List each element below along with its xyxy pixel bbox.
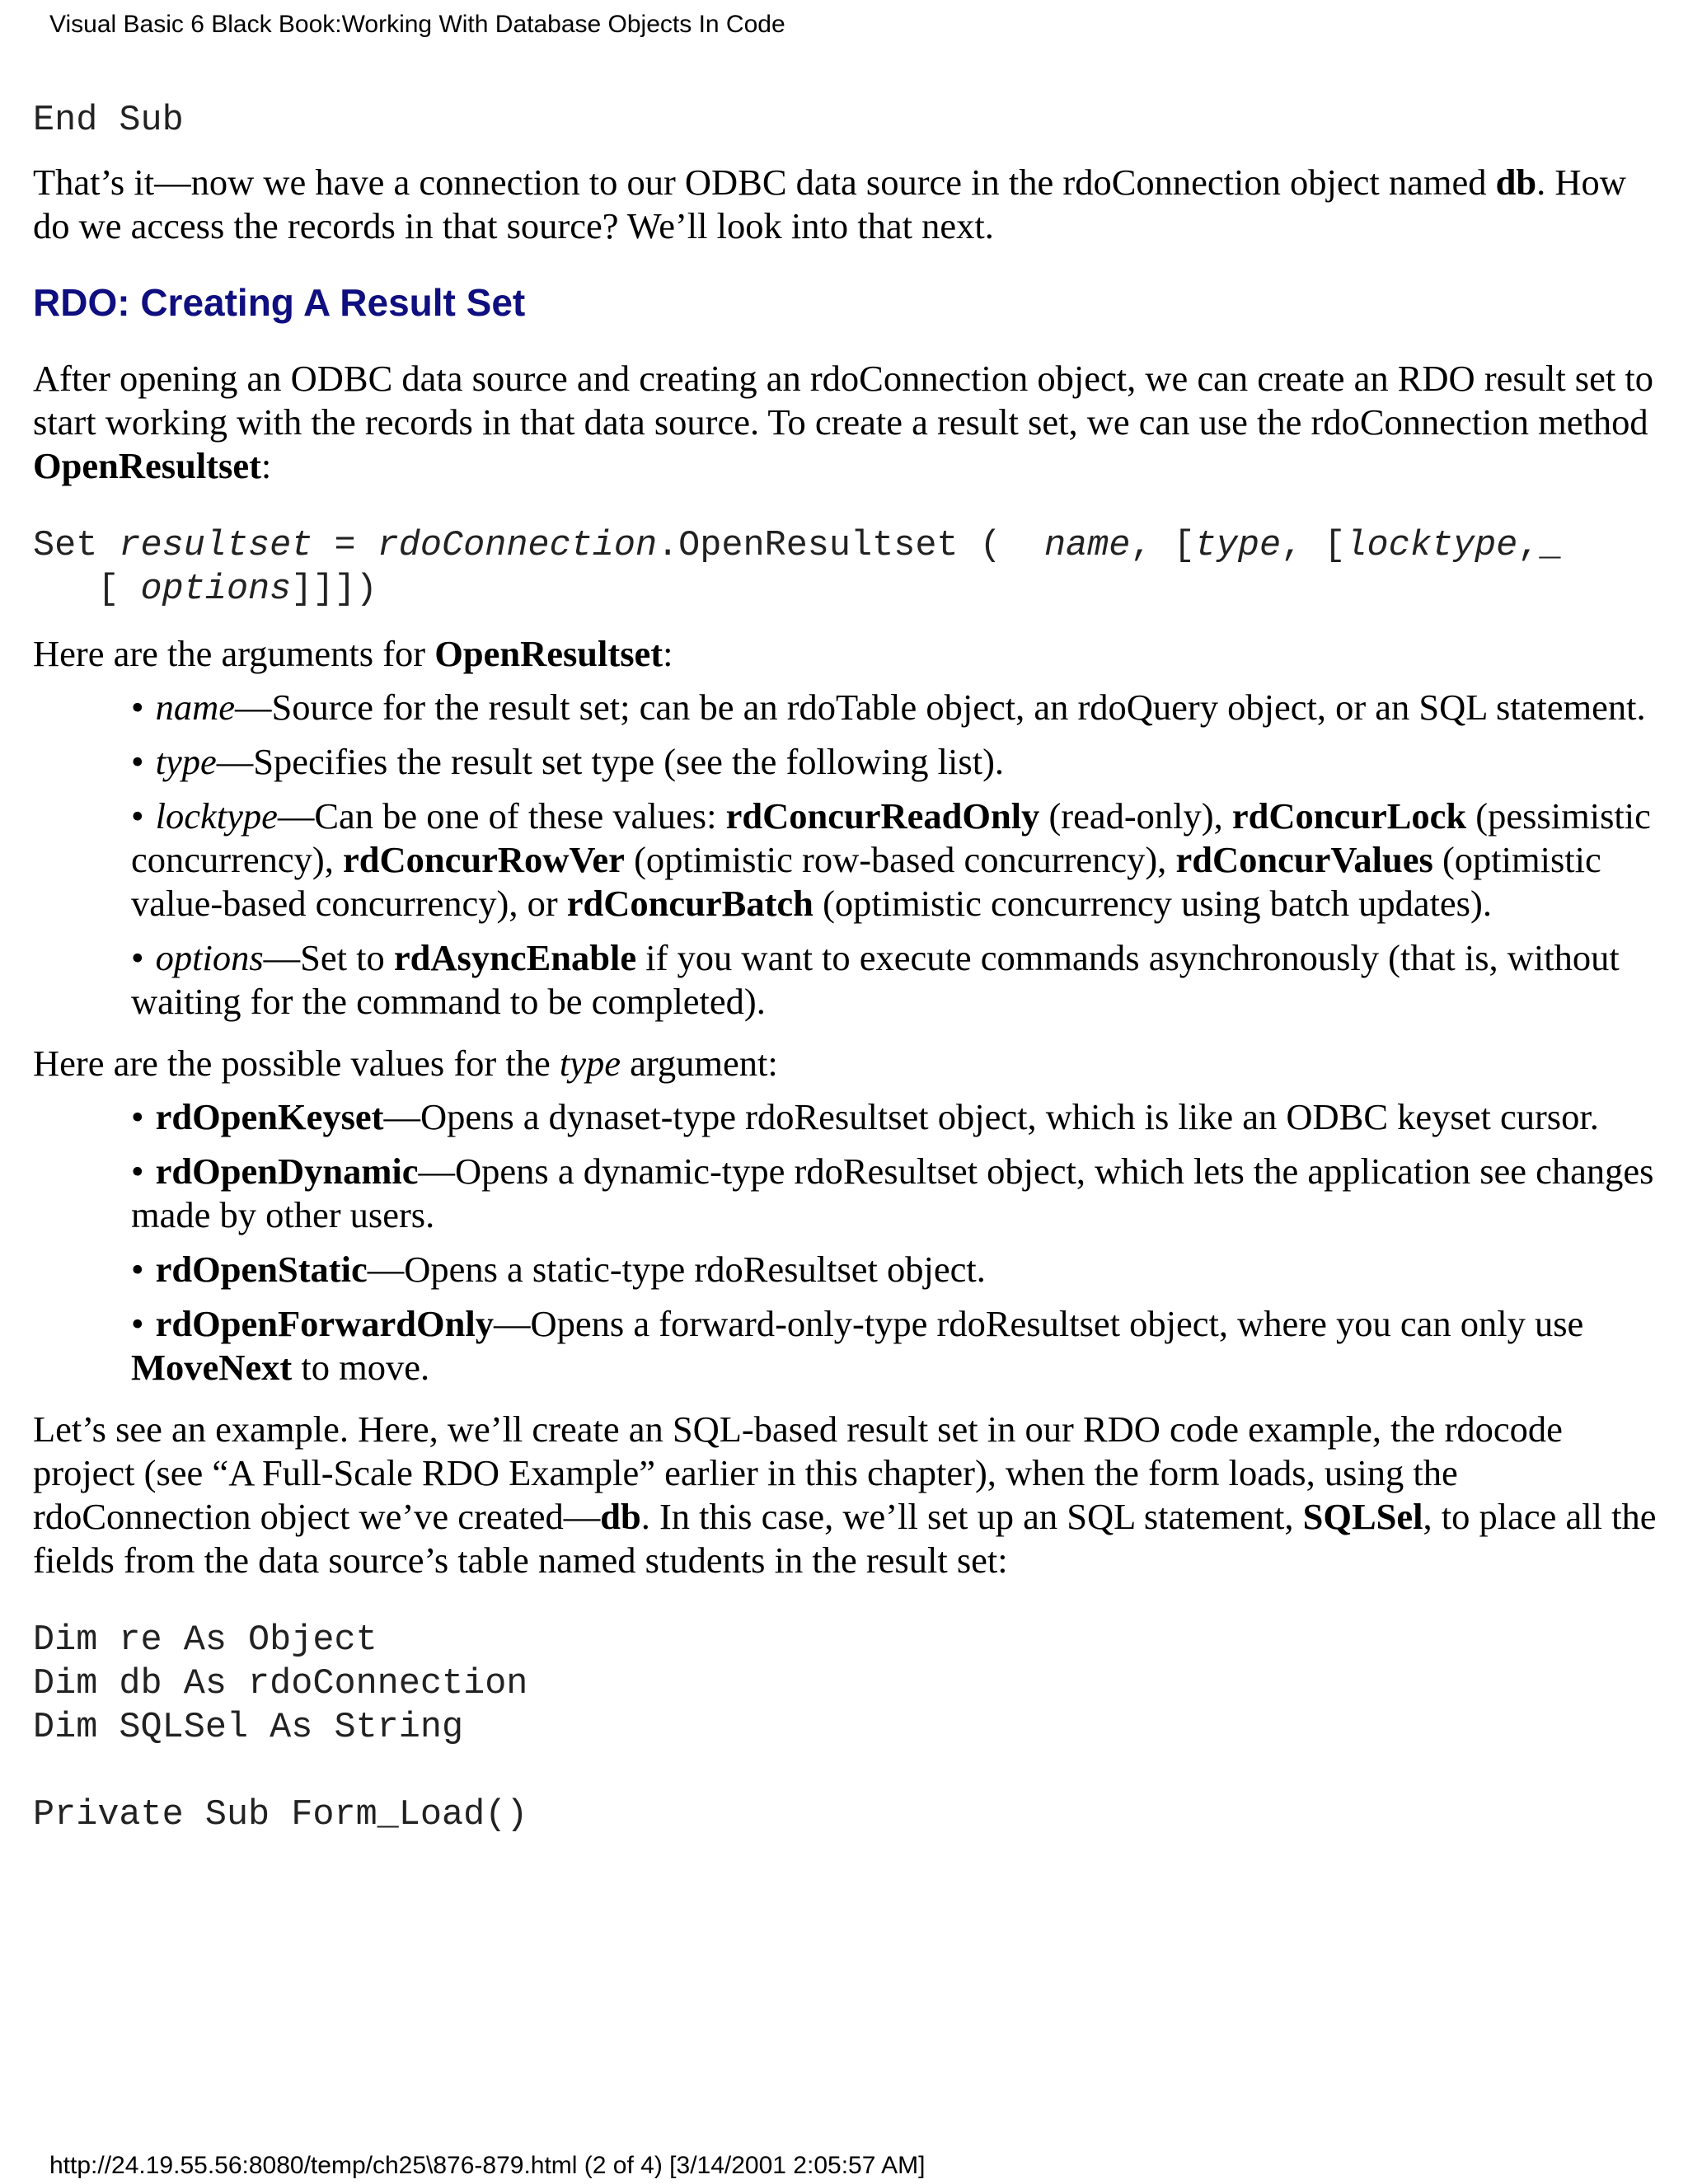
paragraph-arguments-intro: Here are the arguments for OpenResultset: bbox=[33, 633, 673, 674]
types-list bbox=[33, 1095, 1661, 1390]
list-item-static: • rdOpenStatic—Opens a static-type rdoResultset object. bbox=[131, 1249, 986, 1290]
list-item-forward-only: • rdOpenForwardOnly—Opens a forward-only-type rdoResultset object, where you can only use MoveNext to move. bbox=[131, 1303, 1584, 1388]
section-heading: RDO: Creating A Result Set bbox=[33, 281, 526, 324]
code-end-sub: End Sub bbox=[33, 101, 184, 141]
document-body bbox=[33, 99, 1661, 1837]
list-item-locktype: • locktype—Can be one of these values: rdConcurReadOnly (read-only), rdConcurLock (pessimistic concurrency), rdConcurRowVer (optimistic row-based concurrency), rdConcurValues (optimistic value-based concurrency), or rdConcurBatch (optimistic concurrency using batch updates). bbox=[131, 795, 1651, 924]
code-example: Dim re As Object Dim db As rdoConnection Dim SQLSel As String Private Sub Form_Load() bbox=[33, 1620, 528, 1835]
paragraph-intro: After opening an ODBC data source and creating an rdoConnection object, we can create an RDO result set to start working with the records in that data source. To create a result set, we can use the rdoConnection method OpenResultset: bbox=[33, 358, 1653, 486]
list-item-keyset: • rdOpenKeyset—Opens a dynaset-type rdoResultset object, which is like an ODBC keyset cursor. bbox=[131, 1096, 1599, 1137]
paragraph-connection: That’s it—now we have a connection to our ODBC data source in the rdoConnection object named db. How do we access the records in that source? We’ll look into that next. bbox=[33, 162, 1626, 246]
arguments-list bbox=[33, 686, 1661, 1024]
paragraph-example: Let’s see an example. Here, we’ll create an SQL-based result set in our RDO code example, the rdocode project (see “A Full-Scale RDO Example” earlier in this chapter), when the form loads, using the rdoConnection object we’ve created—db. In this case, we’ll set up an SQL statement, SQLSel, to place all the fields from the data source’s table named students in the result set: bbox=[33, 1408, 1657, 1581]
list-item-dynamic: • rdOpenDynamic—Opens a dynamic-type rdoResultset object, which lets the application see changes made by other users. bbox=[131, 1151, 1654, 1235]
code-syntax: Set resultset = rdoConnection.OpenResultset ( name, [type, [locktype,_ [ options]]]) bbox=[33, 526, 1561, 610]
list-item-type: • type—Specifies the result set type (see the following list). bbox=[131, 741, 1005, 782]
paragraph-types-intro: Here are the possible values for the type argument: bbox=[33, 1043, 778, 1084]
list-item-options: • options—Set to rdAsyncEnable if you want to execute commands asynchronously (that is, without waiting for the command to be completed). bbox=[131, 937, 1620, 1022]
page-footer: http://24.19.55.56:8080/temp/ch25\876-879.html (2 of 4) [3/14/2001 2:05:57 AM] bbox=[49, 2152, 926, 2179]
page-header: Visual Basic 6 Black Book:Working With Database Objects In Code bbox=[49, 11, 785, 38]
list-item-name: • name—Source for the result set; can be an rdoTable object, an rdoQuery object, or an SQL statement. bbox=[131, 687, 1646, 728]
